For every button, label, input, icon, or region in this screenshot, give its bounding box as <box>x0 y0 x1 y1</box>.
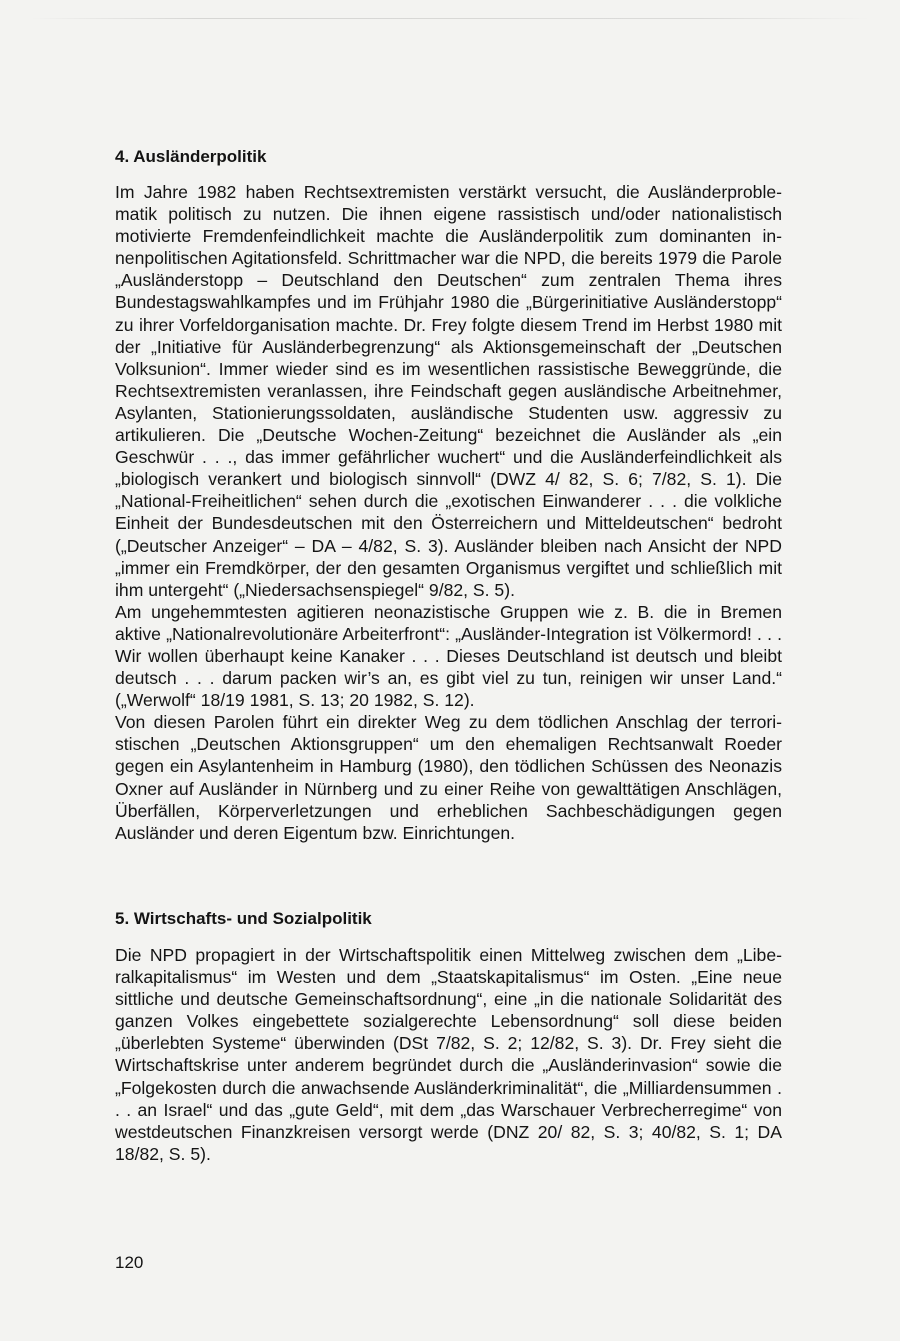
paragraph: Die NPD propagiert in der Wirtschaftspolitik einen Mittelweg zwischen dem „Liberalkapitalismus“ im Westen und dem „Staatskapitalismus“ im Osten. „Eine neue sittliche und deutsche Gemeinschaftsordnung“, eine „in die nationale Solidarität des ganzen Volkes eingebettete sozialgerechte Lebensordnung“ soll diese beiden „überlebten Systeme“ überwinden (DSt 7/82, S. 2; 12/82, S. 3). Dr. Frey sieht die Wirtschaftskrise unter anderem begründet durch die „Ausländerinvasion“ sowie die „Folgekosten durch die anwachsende Ausländerkriminalität“, die „Milliardensummen . . . an Israel“ und das „gute Geld“, mit dem „das Warschauer Verbrecherregime“ von westdeutschen Finanzkreisen versorgt werde (DNZ 20/ 82, S. 3; 40/82, S. 1; DA 18/82, S. 5). <box>115 945 782 1164</box>
section-body-wirtschaftspolitik <box>115 944 782 1165</box>
section-heading-wirtschaftspolitik: 5. Wirtschafts- und Sozialpolitik <box>115 909 372 928</box>
paragraph: Am ungehemmtesten agitieren neonazistische Gruppen wie z. B. die in Bremen aktive „Nationalrevolutionäre Arbeiterfront“: „Ausländer-Integration ist Völkermord! . . . Wir wollen überhaupt keine Kanaker . . . Dieses Deutschland ist deutsch und bleibt deutsch . . . darum packen wir’s an, es gibt viel zu tun, reinigen wir unser Land.“ („Werwolf“ 18/19 1981, S. 13; 20 1982, S. 12). <box>115 601 782 711</box>
paragraph: Von diesen Parolen führt ein direkter Weg zu dem tödlichen Anschlag der terroristischen „Deutschen Aktionsgruppen“ um den ehemaligen Rechtsanwalt Roeder gegen ein Asylantenheim in Hamburg (1980), den tödlichen Schüssen des Neonazis Oxner auf Ausländer in Nürnberg und zu einer Reihe von gewalttätigen Anschlägen, Überfällen, Körperverletzungen und erheblichen Sachbeschädigungen gegen Ausländer und deren Eigentum bzw. Einrichtungen. <box>115 712 782 843</box>
section-heading-auslaenderpolitik: 4. Ausländerpolitik <box>115 147 267 166</box>
paragraph: Im Jahre 1982 haben Rechtsextremisten verstärkt versucht, die Ausländerproblematik politisch zu nutzen. Die ihnen eigene rassistisch und/oder nationalistisch motivierte Fremdenfeindlichkeit machte die Ausländerpolitik zum dominanten innenpolitischen Agitationsfeld. Schrittmacher war die NPD, die bereits 1979 die Parole „Ausländerstopp – Deutschland den Deutschen“ zum zentralen Thema ihres Bundestagswahlkampfes und im Frühjahr 1980 die „Bürgerinitiative Ausländerstopp“ zu ihrer Vorfeldorganisation machte. Dr. Frey folgte diesem Trend im Herbst 1980 mit der „Initiative für Ausländerbegrenzung“ als Aktionsgemeinschaft der „Deutschen Volksunion“. Immer wieder sind es im wesentlichen rassistische Beweggründe, die Rechtsextremisten veranlassen, ihre Feindschaft gegen ausländische Arbeitnehmer, Asylanten, Stationierungssoldaten, ausländische Studenten usw. aggressiv zu artikulieren. Die „Deutsche Wochen-Zeitung“ bezeichnet die Ausländer als „ein Geschwür . . ., das immer gefährlicher wuchert“ und die Ausländerfeindlichkeit als „biologisch verankert und biologisch sinnvoll“ (DWZ 4/ 82, S. 6; 7/82, S. 1). Die „National-Freiheitlichen“ sehen durch die „exotischen Einwanderer . . . die volkliche Einheit der Bundesdeutschen mit den Österreichern und Mitteldeutschen“ bedroht („Deutscher Anzeiger“ – DA – 4/82, S. 3). Ausländer bleiben nach Ansicht der NPD „immer ein Fremdkörper, der den gesamten Organismus vergiftet und schließlich mit ihm untergeht“ („Niedersachsenspiegel“ 9/82, S. 5). <box>115 182 782 600</box>
page-number: 120 <box>115 1253 144 1272</box>
section-body-auslaenderpolitik <box>115 181 782 844</box>
scan-edge-line <box>30 18 870 19</box>
